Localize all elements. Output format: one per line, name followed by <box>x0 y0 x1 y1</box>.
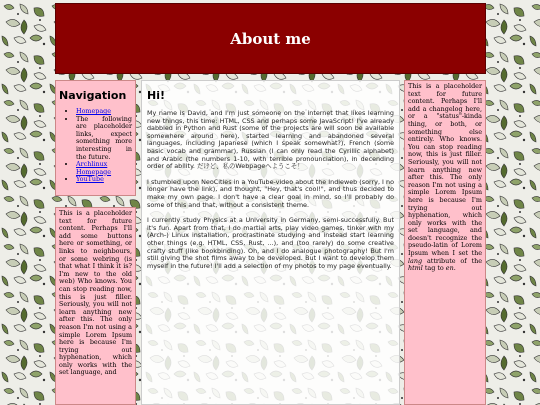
neocities-paragraph: I stumbled upon NeoCities in a YouTube-video about the Indieweb (sorry, I no longer have the link), and thought, "Hey, that's cool!", and thus decided to make my own page. I don't have a clear goal in mind, so I'll probably do some of this and that, without a consistent theme. <box>147 177 394 209</box>
lang-term: lang <box>408 256 423 265</box>
archlinux-homepage-link[interactable]: Archlinux Homepage <box>76 160 112 176</box>
main-content <box>141 80 400 405</box>
studies-paragraph: I currently study Physics at a University in Germany, semi-successfully. But it's fun. Apart from that, I do martial arts, play video games, tinker with my (Arch-) Linux installation, procrastinate studying and instead start learning other things (e.g. HTML, CSS, Rust, ...), and (too rarely) do some creative crafty stuff (like bookbinding). Oh, and I do analogue photography! But I'm still giving the shot films away to be developed. But I want to develop them myself in the future! I'll add a selection of my photos to my page eventually. <box>147 216 394 270</box>
right-text-end: . <box>453 264 456 273</box>
homepage-link[interactable]: Homepage <box>76 107 112 115</box>
navigation-heading: Navigation <box>59 89 127 102</box>
right-text-mid2: tag to <box>422 264 446 273</box>
html-term: html <box>408 264 423 273</box>
right-sidebar <box>404 80 486 405</box>
right-text-before: This is a placeholder text for future content. Perhaps I'll add a changelog here, or a "status"-kinda thing, or both, or something else entirely. Who knows. You can stop reading now, this is just filler. Seriously, you will not learn anything new after this. The only reason I'm not using a simple Lorem Ipsum here is because I'm trying out hyphenation, which only works with the set language, and doesn't recognize the pseudo-latin of Lorem Ipsum when I set the <box>408 82 482 258</box>
en-term: en <box>445 264 454 273</box>
right-text-mid: attribute of the <box>422 256 482 265</box>
navigation-list <box>56 108 135 184</box>
right-sidebar-text <box>408 83 482 273</box>
page-header <box>55 3 486 74</box>
nav-item-youtube[interactable] <box>76 176 132 184</box>
main-heading: Hi! <box>147 89 165 102</box>
left-filler-text: This is a placeholder text for future content. Perhaps I'll add some buttons here or something, or links to neighbours, or some webring (is that what I think it is? I'm new to the old web) Who knows. You can stop reading now, this is just filler. Seriously, you will not learn anything new after this. The only reason I'm not using a simple Lorem Ipsum here is because I'm trying out hyphenation, which only works with the set language, and <box>59 209 132 377</box>
left-filler-panel <box>55 207 136 405</box>
nav-item-placeholder-note <box>76 116 132 162</box>
page-title: About me <box>230 29 311 48</box>
youtube-link[interactable]: YouTube <box>76 175 104 184</box>
intro-paragraph: My name is David, and I'm just someone on the internet that likes learning new things, this time: HTML, CSS and perhaps some JavaScript! I've already dabbled in Python and Rust (some of the projects are will soon be available somewhere around here), started learning and abandoned several languages, including Japanese (which I speak somewhat?), French (some basic vocab and grammar), Russian (I can only read the Cyrillic alphabet) and Arabic (the numbers 1-10, with terrible pronounciation), in decending order of ability. だけど、私のWebpageへようこそ！ <box>147 109 394 171</box>
placeholder-note: The following are placeholder links, expect something more interesting in the future. <box>76 114 132 161</box>
navigation-panel <box>55 80 136 196</box>
nav-item-archlinux[interactable] <box>76 161 132 176</box>
